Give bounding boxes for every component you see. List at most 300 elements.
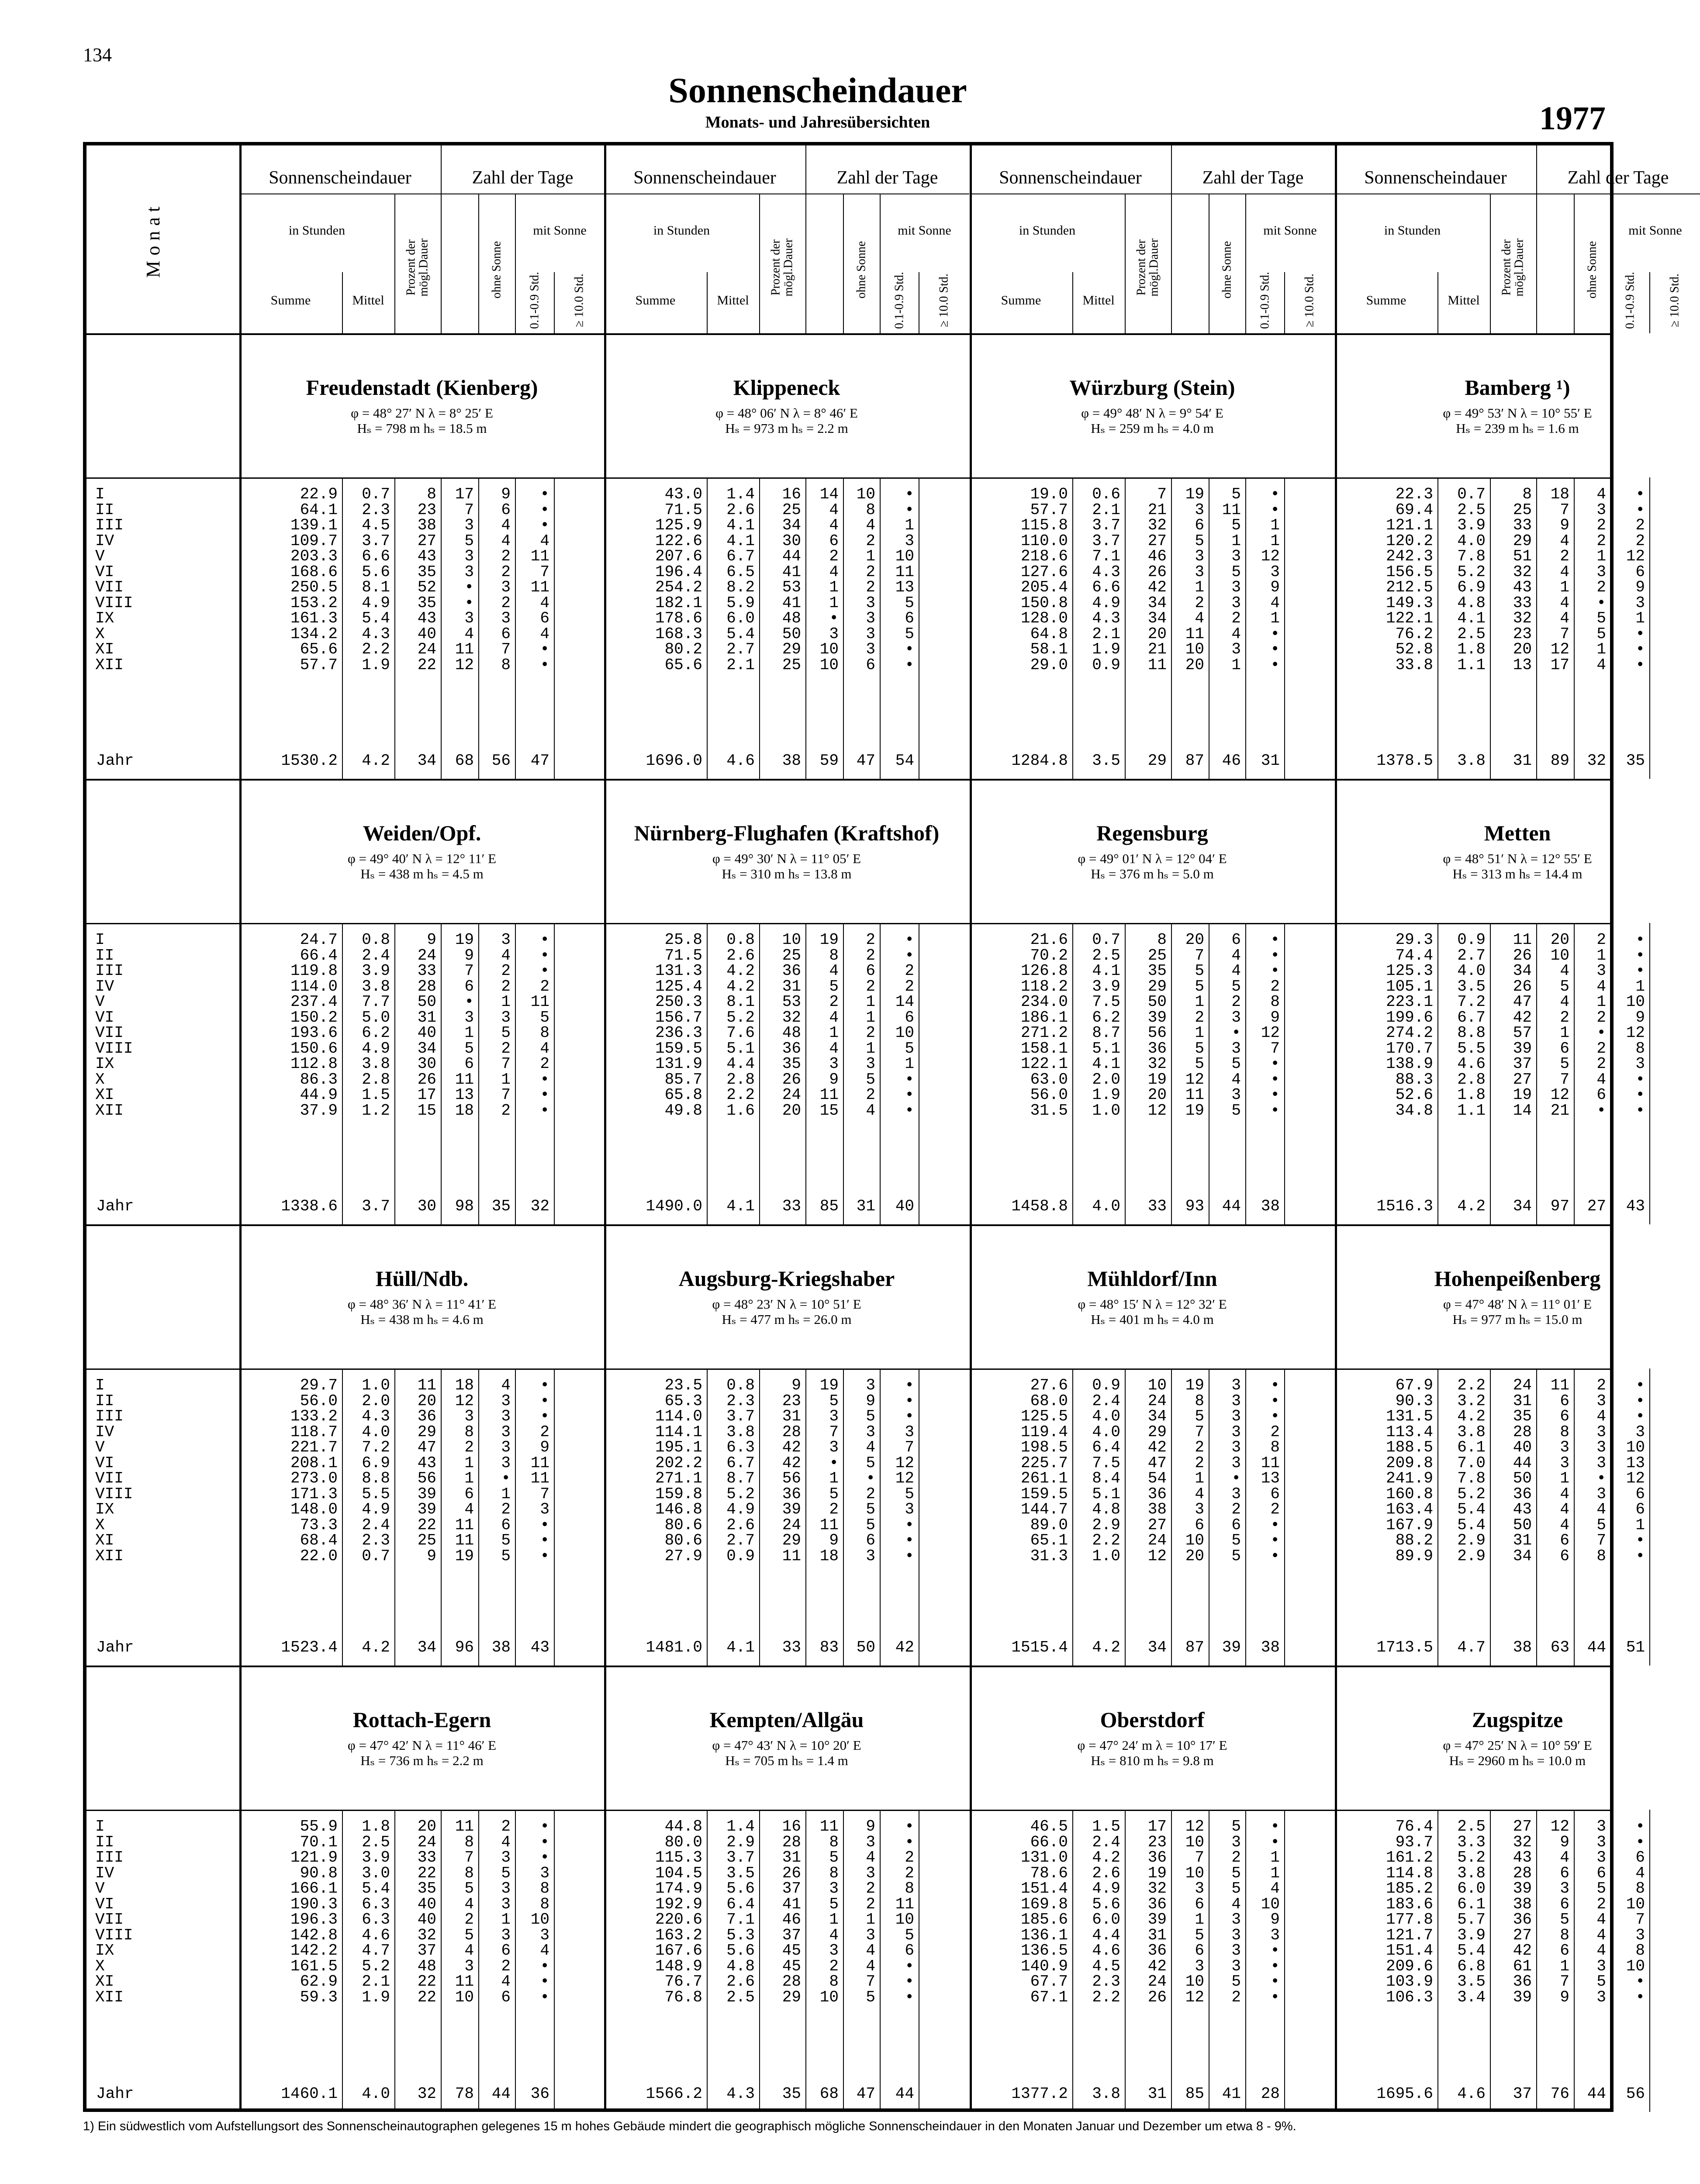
- table-cell: 2: [1231, 609, 1241, 627]
- table-cell: 8: [866, 501, 875, 519]
- table-cell: 65.3: [664, 1392, 702, 1410]
- table-cell: 4: [1231, 962, 1241, 980]
- table-cell: 19: [455, 931, 474, 949]
- table-cell: 5: [1195, 977, 1204, 995]
- table-cell: 3: [829, 1055, 839, 1073]
- station-elevation: Hₛ = 705 m hₛ = 1.4 m: [725, 1753, 848, 1768]
- table-cell: 4: [464, 625, 474, 643]
- table-cell: 161.3: [290, 609, 338, 627]
- year-total-cell: 1713.5: [1376, 1638, 1433, 1656]
- table-cell: 6: [1195, 1895, 1204, 1913]
- table-cell: 4: [1560, 1485, 1569, 1503]
- month-label: VIII: [95, 1926, 133, 1944]
- table-cell: 56.0: [300, 1392, 338, 1410]
- table-cell: 4: [540, 594, 549, 612]
- table-cell: •: [1635, 1070, 1645, 1089]
- header-column-line: [1072, 272, 1073, 333]
- table-cell: 5.0: [362, 1008, 390, 1026]
- table-cell: •: [464, 993, 474, 1011]
- table-cell: 21.6: [1030, 931, 1068, 949]
- table-cell: 125.3: [1386, 962, 1433, 980]
- table-cell: 26: [1147, 563, 1167, 581]
- year-total-cell: 34: [1147, 1638, 1167, 1656]
- table-cell: 93.7: [1395, 1833, 1433, 1851]
- table-cell: 10: [1185, 1833, 1204, 1851]
- table-cell: 2.9: [1457, 1547, 1486, 1565]
- month-label: II: [95, 501, 114, 519]
- station-coordinates: φ = 48° 51′ N λ = 12° 55′ E: [1443, 851, 1592, 866]
- table-cell: 20: [1185, 931, 1204, 949]
- table-cell: 10: [1185, 1973, 1204, 1990]
- table-cell: 3: [905, 1500, 914, 1518]
- table-cell: 161.5: [290, 1957, 338, 1975]
- table-cell: 6: [1635, 563, 1645, 581]
- month-label: III: [95, 962, 124, 980]
- table-cell: 4.2: [726, 962, 755, 980]
- year-total-cell: 1458.8: [1011, 1197, 1068, 1215]
- table-cell: 26: [1147, 1988, 1167, 2006]
- table-cell: 167.9: [1386, 1516, 1433, 1534]
- table-cell: 2: [464, 1438, 474, 1456]
- table-cell: 209.8: [1386, 1454, 1433, 1472]
- table-cell: •: [540, 1973, 549, 1990]
- table-cell: 26: [782, 1070, 801, 1089]
- table-cell: 2: [1195, 594, 1204, 612]
- table-cell: 12: [1261, 1024, 1280, 1042]
- year-total-cell: 44: [1222, 1197, 1241, 1215]
- table-cell: 12: [895, 1469, 914, 1487]
- table-cell: 3: [1231, 1376, 1241, 1394]
- table-cell: 3.8: [1457, 1864, 1486, 1882]
- table-cell: •: [905, 1516, 914, 1534]
- table-cell: 122.1: [1386, 609, 1433, 627]
- header-mit-sonne: mit Sonne: [1628, 223, 1682, 238]
- data-column-line: [554, 1810, 555, 2112]
- table-cell: 5: [501, 1024, 511, 1042]
- station-elevation: Hₛ = 259 m hₛ = 4.0 m: [1091, 421, 1214, 436]
- table-cell: 50: [417, 993, 436, 1011]
- table-cell: 20: [1550, 931, 1569, 949]
- table-cell: 2: [501, 1957, 511, 1975]
- table-cell: 8.8: [1457, 1024, 1486, 1042]
- month-label: XII: [95, 1988, 124, 2006]
- table-cell: 3: [1231, 1942, 1241, 1959]
- table-cell: •: [1635, 625, 1645, 643]
- table-cell: •: [540, 501, 549, 519]
- table-cell: 47: [1513, 993, 1532, 1011]
- table-cell: 3: [866, 594, 875, 612]
- table-cell: 2: [1596, 578, 1606, 596]
- year-total-cell: 47: [530, 752, 549, 770]
- table-cell: 163.2: [655, 1926, 702, 1944]
- table-cell: 6: [1231, 1516, 1241, 1534]
- header-range2: ≥ 10.0 Std.: [1668, 273, 1682, 328]
- table-cell: 31.3: [1030, 1547, 1068, 1565]
- station-elevation: Hₛ = 239 m hₛ = 1.6 m: [1456, 421, 1579, 436]
- table-cell: 19: [1513, 1086, 1532, 1104]
- station-coordinates: φ = 49° 30′ N λ = 11° 05′ E: [712, 851, 861, 866]
- table-cell: •: [540, 1086, 549, 1104]
- year-total-cell: 38: [1261, 1638, 1280, 1656]
- year-total-cell: 37: [1513, 2085, 1532, 2103]
- table-cell: 5: [829, 1485, 839, 1503]
- table-cell: •: [905, 1407, 914, 1425]
- table-cell: 26: [1513, 977, 1532, 995]
- table-cell: •: [1270, 1818, 1280, 1835]
- table-cell: •: [1270, 1407, 1280, 1425]
- header-column-line: [1125, 194, 1126, 333]
- station-name: Nürnberg-Flughafen (Kraftshof): [634, 821, 940, 845]
- table-cell: •: [1635, 1547, 1645, 1565]
- table-cell: 9: [866, 1818, 875, 1835]
- table-cell: 3: [464, 516, 474, 534]
- table-cell: 0.7: [1457, 485, 1486, 503]
- table-cell: 11: [1185, 625, 1204, 643]
- table-cell: 10: [1185, 1864, 1204, 1882]
- table-cell: 3.7: [362, 532, 390, 550]
- month-label: VII: [95, 1024, 124, 1042]
- table-cell: 44.8: [664, 1818, 702, 1835]
- table-cell: 27: [1513, 1926, 1532, 1944]
- table-cell: 27.9: [664, 1547, 702, 1565]
- table-cell: 6: [866, 656, 875, 674]
- table-cell: 57.7: [1030, 501, 1068, 519]
- station-elevation: Hₛ = 313 m hₛ = 14.4 m: [1452, 866, 1583, 881]
- table-cell: 5: [905, 1485, 914, 1503]
- table-cell: 6: [1596, 1864, 1606, 1882]
- month-label: XII: [95, 1101, 124, 1120]
- table-cell: •: [1270, 931, 1280, 949]
- table-cell: 7: [1270, 1039, 1280, 1057]
- table-cell: 9: [464, 946, 474, 964]
- table-cell: 7.2: [1457, 993, 1486, 1011]
- table-cell: 2: [501, 1818, 511, 1835]
- header-summe: Summe: [635, 293, 676, 308]
- table-cell: 2.1: [1092, 625, 1120, 643]
- table-cell: 149.3: [1386, 594, 1433, 612]
- table-cell: 236.3: [655, 1024, 702, 1042]
- table-cell: 274.2: [1386, 1024, 1433, 1042]
- table-cell: 109.7: [290, 532, 338, 550]
- table-cell: 3: [1231, 1407, 1241, 1425]
- year-total-cell: 1696.0: [646, 752, 702, 770]
- table-cell: 163.4: [1386, 1500, 1433, 1518]
- table-cell: 195.1: [655, 1438, 702, 1456]
- table-cell: 2: [1596, 1376, 1606, 1394]
- table-cell: •: [1635, 1833, 1645, 1851]
- table-cell: 65.1: [1030, 1531, 1068, 1549]
- table-cell: •: [464, 594, 474, 612]
- table-cell: 73.3: [300, 1516, 338, 1534]
- table-cell: •: [1635, 1973, 1645, 1990]
- year-total-cell: 51: [1626, 1638, 1645, 1656]
- table-cell: 4: [464, 1942, 474, 1959]
- table-cell: 1.9: [362, 656, 390, 674]
- table-cell: 3: [1231, 547, 1241, 565]
- station-coordinates: φ = 48° 36′ N λ = 11° 41′ E: [347, 1296, 497, 1312]
- table-cell: 6: [866, 1531, 875, 1549]
- table-cell: 4: [1231, 625, 1241, 643]
- station-name: Weiden/Opf.: [363, 821, 481, 845]
- table-cell: •: [1635, 1818, 1645, 1835]
- month-label: III: [95, 516, 124, 534]
- table-cell: 29.0: [1030, 656, 1068, 674]
- table-cell: •: [540, 1070, 549, 1089]
- table-cell: 146.8: [655, 1500, 702, 1518]
- table-cell: 89.0: [1030, 1516, 1068, 1534]
- year-total-cell: 68: [819, 2085, 839, 2103]
- table-cell: 4.7: [362, 1942, 390, 1959]
- table-cell: 42: [1147, 578, 1167, 596]
- table-cell: 4.9: [1092, 594, 1120, 612]
- month-label: VI: [95, 1895, 114, 1913]
- table-cell: 32: [1147, 1055, 1167, 1073]
- table-cell: 4: [1560, 609, 1569, 627]
- table-cell: 220.6: [655, 1911, 702, 1928]
- month-label: IX: [95, 609, 114, 627]
- table-cell: 32: [417, 1926, 436, 1944]
- table-cell: 20: [417, 1818, 436, 1835]
- table-cell: 44: [782, 547, 801, 565]
- table-cell: 1: [1596, 946, 1606, 964]
- table-cell: 7: [464, 1849, 474, 1866]
- table-cell: 0.7: [1092, 931, 1120, 949]
- table-cell: 2: [866, 1086, 875, 1104]
- table-cell: 2: [1231, 993, 1241, 1011]
- station-coordinates: φ = 47° 48′ N λ = 11° 01′ E: [1443, 1296, 1592, 1312]
- year-total-cell: 44: [895, 2085, 914, 2103]
- station-elevation: Hₛ = 798 m hₛ = 18.5 m: [357, 421, 487, 436]
- table-cell: 66.4: [300, 946, 338, 964]
- block-divider: [239, 145, 242, 2108]
- year-total-cell: 4.2: [1092, 1638, 1120, 1656]
- table-cell: 31: [782, 1849, 801, 1866]
- table-cell: 8.7: [1092, 1024, 1120, 1042]
- table-cell: 31: [782, 1407, 801, 1425]
- table-cell: 6.4: [726, 1895, 755, 1913]
- table-cell: 22: [417, 1973, 436, 1990]
- table-cell: 1.9: [1092, 1086, 1120, 1104]
- table-cell: 4.2: [726, 977, 755, 995]
- table-cell: 56: [1147, 1024, 1167, 1042]
- table-cell: 112.8: [290, 1055, 338, 1073]
- table-cell: 5.4: [726, 625, 755, 643]
- table-cell: 5.6: [362, 563, 390, 581]
- table-cell: 38: [417, 516, 436, 534]
- table-cell: 4.1: [726, 516, 755, 534]
- table-cell: 136.5: [1020, 1942, 1068, 1959]
- table-cell: 1: [1635, 977, 1645, 995]
- table-cell: 2.3: [362, 501, 390, 519]
- table-cell: 39: [1147, 1008, 1167, 1026]
- table-cell: 22.9: [300, 485, 338, 503]
- table-cell: 10: [1626, 1957, 1645, 1975]
- table-cell: 11: [1261, 1454, 1280, 1472]
- station-heading-rule: [86, 923, 1610, 924]
- table-cell: 5: [1195, 1407, 1204, 1425]
- table-cell: 3.2: [1457, 1392, 1486, 1410]
- table-cell: 271.1: [655, 1469, 702, 1487]
- table-cell: 174.9: [655, 1880, 702, 1897]
- table-cell: 8: [829, 1833, 839, 1851]
- table-cell: 2: [866, 1024, 875, 1042]
- station-coordinates: φ = 47° 43′ N λ = 10° 20′ E: [712, 1738, 861, 1753]
- table-cell: 5: [829, 1392, 839, 1410]
- table-cell: 64.1: [300, 501, 338, 519]
- table-cell: 12: [1626, 547, 1645, 565]
- table-cell: 3: [1560, 1880, 1569, 1897]
- table-cell: 3: [501, 609, 511, 627]
- table-cell: 2.6: [726, 1973, 755, 1990]
- year-total-cell: 4.3: [726, 2085, 755, 2103]
- table-cell: 2: [1596, 931, 1606, 949]
- table-cell: 1: [1596, 993, 1606, 1011]
- table-cell: •: [905, 1392, 914, 1410]
- year-total-cell: 4.6: [726, 752, 755, 770]
- year-total-cell: 31: [1261, 752, 1280, 770]
- table-cell: 85.7: [664, 1070, 702, 1089]
- data-column-line: [1284, 923, 1285, 1224]
- table-cell: 3: [1635, 1423, 1645, 1441]
- table-cell: 1.0: [1092, 1547, 1120, 1565]
- table-cell: 2: [1635, 532, 1645, 550]
- table-cell: 43: [1513, 578, 1532, 596]
- station-elevation: Hₛ = 438 m hₛ = 4.5 m: [360, 866, 484, 881]
- table-cell: 5: [1231, 1101, 1241, 1120]
- table-cell: 8.8: [362, 1469, 390, 1487]
- table-cell: 5: [501, 1864, 511, 1882]
- table-cell: 8.1: [726, 993, 755, 1011]
- table-cell: 3: [501, 931, 511, 949]
- table-cell: 5: [1560, 977, 1569, 995]
- table-cell: 5: [1231, 1973, 1241, 1990]
- table-cell: 3: [866, 625, 875, 643]
- month-label: VI: [95, 563, 114, 581]
- table-cell: 4: [540, 532, 549, 550]
- table-cell: 3: [1596, 1833, 1606, 1851]
- table-cell: •: [540, 1957, 549, 1975]
- table-cell: 6: [501, 501, 511, 519]
- year-total-cell: 27: [1587, 1197, 1606, 1215]
- table-cell: 7: [1560, 625, 1569, 643]
- table-cell: 20: [782, 1101, 801, 1120]
- header-sonnenscheindauer: Sonnenscheindauer: [1364, 168, 1507, 188]
- table-cell: 7.6: [726, 1024, 755, 1042]
- table-cell: 2.0: [1092, 1070, 1120, 1089]
- table-cell: 114.0: [655, 1407, 702, 1425]
- table-cell: 3.4: [1457, 1988, 1486, 2006]
- table-cell: 1: [1270, 1864, 1280, 1882]
- month-label: IV: [95, 1423, 114, 1441]
- table-cell: 6.3: [362, 1895, 390, 1913]
- month-label: IX: [95, 1055, 114, 1073]
- table-cell: 209.6: [1386, 1957, 1433, 1975]
- table-cell: 28: [782, 1833, 801, 1851]
- table-cell: 2.4: [362, 1516, 390, 1534]
- table-cell: 6: [905, 609, 914, 627]
- table-cell: 185.2: [1386, 1880, 1433, 1897]
- table-cell: 5: [1596, 1880, 1606, 1897]
- table-cell: 4.9: [726, 1500, 755, 1518]
- data-column-line: [1649, 477, 1650, 779]
- year-total-cell: 44: [1587, 2085, 1606, 2103]
- table-cell: 70.1: [300, 1833, 338, 1851]
- table-cell: 6: [1195, 1942, 1204, 1959]
- table-cell: 1: [1635, 609, 1645, 627]
- table-cell: 8: [1522, 485, 1532, 503]
- station-name: Bamberg ¹): [1465, 375, 1570, 400]
- table-cell: 27: [1147, 532, 1167, 550]
- table-cell: 41: [782, 1895, 801, 1913]
- table-cell: 66.0: [1030, 1833, 1068, 1851]
- table-cell: 125.5: [1020, 1407, 1068, 1425]
- year-total-cell: 38: [1513, 1638, 1532, 1656]
- table-cell: 5: [905, 625, 914, 643]
- table-cell: 76.7: [664, 1973, 702, 1990]
- table-cell: 6: [501, 1516, 511, 1534]
- table-cell: •: [1270, 1988, 1280, 2006]
- table-cell: 1.4: [726, 485, 755, 503]
- year-total-cell: 56: [1626, 2085, 1645, 2103]
- table-cell: 9: [1560, 1833, 1569, 1851]
- table-cell: 10: [1185, 640, 1204, 658]
- table-cell: 39: [1513, 1880, 1532, 1897]
- table-cell: 139.1: [290, 516, 338, 534]
- table-cell: 131.3: [655, 962, 702, 980]
- table-cell: 42: [1513, 1942, 1532, 1959]
- table-cell: 90.8: [300, 1864, 338, 1882]
- table-cell: 48: [417, 1957, 436, 1975]
- table-cell: 167.6: [655, 1942, 702, 1959]
- table-cell: 8: [427, 485, 436, 503]
- table-cell: 6.0: [1092, 1911, 1120, 1928]
- table-cell: 4: [1596, 1911, 1606, 1928]
- table-cell: 22: [417, 1988, 436, 2006]
- table-cell: 1.0: [362, 1376, 390, 1394]
- table-cell: 17: [455, 485, 474, 503]
- table-cell: 4: [1635, 1864, 1645, 1882]
- table-cell: 35: [417, 594, 436, 612]
- year-total-cell: 78: [455, 2085, 474, 2103]
- table-cell: 22.0: [300, 1547, 338, 1565]
- station-elevation: Hₛ = 736 m hₛ = 2.2 m: [360, 1753, 484, 1768]
- table-cell: 12: [1185, 1070, 1204, 1089]
- table-cell: •: [464, 578, 474, 596]
- table-cell: 1: [501, 1070, 511, 1089]
- year-total-cell: 1378.5: [1376, 752, 1433, 770]
- table-cell: 8: [540, 1880, 549, 1897]
- table-cell: •: [905, 1531, 914, 1549]
- table-cell: 32: [1147, 516, 1167, 534]
- table-cell: 11: [1147, 656, 1167, 674]
- table-cell: 1: [829, 578, 839, 596]
- table-cell: 3.0: [362, 1864, 390, 1882]
- table-cell: 10: [895, 1024, 914, 1042]
- table-cell: 3: [1596, 1485, 1606, 1503]
- table-cell: 3: [829, 1407, 839, 1425]
- table-cell: •: [905, 1086, 914, 1104]
- table-cell: 12: [1626, 1469, 1645, 1487]
- table-cell: 4: [829, 516, 839, 534]
- table-cell: 1: [866, 547, 875, 565]
- table-cell: •: [1635, 1531, 1645, 1549]
- table-cell: 6.6: [362, 547, 390, 565]
- table-cell: 42: [1147, 1957, 1167, 1975]
- table-cell: •: [501, 1469, 511, 1487]
- table-cell: 4.6: [1457, 1055, 1486, 1073]
- page-subtitle: Monats- und Jahresübersichten: [705, 113, 930, 131]
- table-cell: 225.7: [1020, 1454, 1068, 1472]
